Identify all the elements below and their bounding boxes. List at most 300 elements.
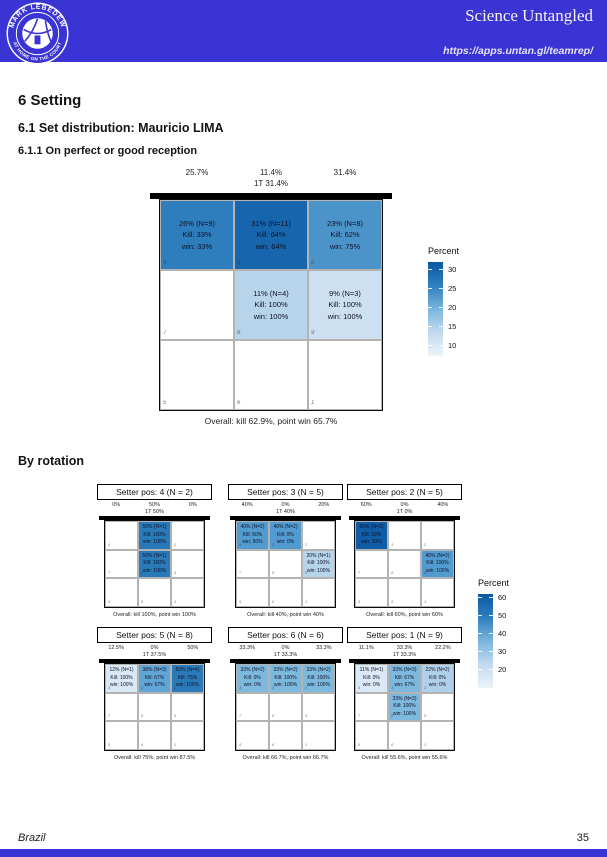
cell-stat-line: win: 0%	[362, 681, 381, 688]
zone-number: 9	[424, 570, 427, 576]
zone-number: 4	[163, 260, 167, 266]
legend-tick-mark	[478, 651, 482, 652]
court-cell-zone-9-empty	[421, 693, 454, 722]
rotation-panel-setter-pos-6	[228, 627, 343, 761]
court-cell-zone-4-empty	[105, 521, 138, 550]
court-cell-zone-6-empty	[234, 340, 308, 410]
footer-page-number: 35	[576, 832, 589, 844]
zone-number: 8	[391, 570, 394, 576]
rotation-panel-setter-pos-2	[347, 484, 462, 618]
court-cell-zone-3	[388, 664, 421, 693]
zone-number: 9	[311, 330, 315, 336]
court-cell-zone-3	[269, 521, 302, 550]
cell-stat-line: win: 100%	[175, 681, 200, 688]
court-cell-zone-8-empty	[269, 550, 302, 579]
court-grid	[354, 663, 455, 751]
zone-number: 8	[141, 713, 144, 719]
legend-tick-mark	[439, 345, 443, 346]
court-cell-zone-4	[236, 521, 269, 550]
legend-tick-mark	[489, 597, 493, 598]
court-cell-zone-9	[308, 270, 382, 340]
main-heatmap	[160, 168, 382, 426]
overall-caption: Overall: kill 55.6%, point win 55.6%	[361, 754, 448, 761]
cell-stat-line: win: 100%	[306, 567, 331, 574]
site-title: Science Untangled	[465, 6, 593, 25]
court-cell-zone-7-empty	[355, 693, 388, 722]
column-share-label: 50%	[187, 645, 199, 651]
legend-tick-mark	[478, 597, 482, 598]
zone-number: 7	[108, 713, 111, 719]
legend-tick-label: 50	[498, 611, 507, 620]
legend-tick-label: 20	[448, 303, 457, 312]
cell-stat-line: 31% (N=11)	[251, 219, 291, 229]
zone-number: 8	[272, 713, 275, 719]
zone-number: 9	[305, 570, 308, 576]
court-cell-zone-5-empty	[236, 721, 269, 750]
zone-number: 4	[358, 541, 361, 547]
legend-title: Percent	[478, 578, 510, 588]
overall-caption: Overall: kill 66.7%, point win 66.7%	[242, 754, 329, 761]
cell-stat-line: win: 67%	[394, 681, 415, 688]
court-cell-zone-4	[105, 664, 138, 693]
court-cell-zone-1-empty	[421, 721, 454, 750]
cell-stat-line: Kill: 0%	[277, 531, 294, 538]
court-cell-zone-6-empty	[138, 578, 171, 607]
zone-number: 5	[108, 741, 111, 747]
court-cell-zone-6-empty	[138, 721, 171, 750]
cell-stat-line: 22% (N=2)	[425, 667, 450, 674]
court-cell-zone-2	[308, 200, 382, 270]
zone-number: 1	[424, 741, 427, 747]
legend-tick-mark	[478, 633, 482, 634]
overall-caption: Overall: kill 75%, point win 87.5%	[113, 754, 196, 761]
column-share-label: 0% 1T 40%	[276, 502, 295, 516]
cell-stat-line: Kill: 100%	[307, 674, 330, 681]
zone-number: 5	[239, 598, 242, 604]
logo-bottom-text: AT HOME ON THE COURT	[12, 41, 63, 62]
court-cell-zone-6-empty	[269, 578, 302, 607]
cell-stat-line: Kill: 100%	[143, 531, 166, 538]
court-cell-zone-1-empty	[171, 721, 204, 750]
court-cell-zone-6-empty	[269, 721, 302, 750]
court-cell-zone-9	[421, 550, 454, 579]
zone-number: 8	[141, 570, 144, 576]
cell-stat-line: 11% (N=1)	[359, 667, 384, 674]
zone-number: 9	[174, 713, 177, 719]
cell-stat-line: 40% (N=2)	[425, 553, 450, 560]
court-cell-zone-1-empty	[421, 578, 454, 607]
legend-tick-mark	[428, 326, 432, 327]
legend-tick-mark	[428, 345, 432, 346]
court-grid	[235, 520, 336, 608]
court-cell-zone-9-empty	[171, 693, 204, 722]
zone-number: 6	[141, 741, 144, 747]
cell-stat-line: 33% (N=3)	[392, 667, 417, 674]
cell-stat-line: Kill: 64%	[256, 230, 286, 240]
zone-number: 1	[305, 741, 308, 747]
panel-title: Setter pos: 2 (N = 5)	[347, 484, 462, 500]
legend-tick-mark	[428, 307, 432, 308]
court-cell-zone-9-empty	[302, 693, 335, 722]
panel-title: Setter pos: 5 (N = 8)	[97, 627, 212, 643]
legend-tick-mark	[439, 326, 443, 327]
legend-tick-mark	[489, 615, 493, 616]
overall-caption: Overall: kill 100%, point win 100%	[113, 611, 196, 618]
court-cell-zone-5-empty	[355, 578, 388, 607]
panel-title: Setter pos: 6 (N = 6)	[228, 627, 343, 643]
cell-stat-line: win: 0%	[428, 681, 447, 688]
cell-stat-line: win: 100%	[273, 681, 298, 688]
court-cell-zone-6-empty	[388, 721, 421, 750]
legend-tick-label: 25	[448, 284, 457, 293]
zone-number: 3	[141, 541, 144, 547]
zone-number: 1	[305, 598, 308, 604]
rotation-panel-setter-pos-1	[347, 627, 462, 761]
panel-title: Setter pos: 4 (N = 2)	[97, 484, 212, 500]
column-share-label: 0%	[188, 502, 197, 508]
column-share-label: 40%	[437, 502, 449, 508]
court-grid	[104, 520, 205, 608]
zone-number: 3	[272, 684, 275, 690]
cell-stat-line: Kill: 0%	[429, 674, 446, 681]
cell-stat-line: win: 64%	[255, 241, 287, 251]
zone-number: 7	[358, 570, 361, 576]
zone-number: 2	[424, 541, 427, 547]
column-share-label: 50% 1T 50%	[145, 502, 164, 516]
court-cell-zone-4	[236, 664, 269, 693]
subsubsection-heading: 6.1.1 On perfect or good reception	[18, 145, 198, 157]
zone-number: 6	[237, 400, 241, 406]
page-header	[0, 0, 607, 62]
court-cell-zone-7-empty	[236, 693, 269, 722]
zone-number: 6	[391, 741, 394, 747]
legend-tick-mark	[489, 669, 493, 670]
zone-number: 2	[311, 260, 315, 266]
cell-stat-line: Kill: 0%	[363, 674, 380, 681]
cell-stat-line: win: 100%	[142, 538, 167, 545]
site-url-link[interactable]: https://apps.untan.gl/teamrep/	[443, 45, 593, 57]
cell-stat-line: Kill: 100%	[143, 560, 166, 567]
court-cell-zone-7-empty	[105, 693, 138, 722]
cell-stat-line: Kill: 100%	[254, 300, 288, 310]
court-cell-zone-1-empty	[308, 340, 382, 410]
zone-number: 6	[272, 598, 275, 604]
cell-stat-line: 23% (N=8)	[326, 219, 364, 229]
court-cell-zone-7-empty	[105, 550, 138, 579]
column-share-labels	[228, 502, 343, 516]
court-grid	[104, 663, 205, 751]
legend-color-bar	[478, 594, 493, 688]
overall-caption: Overall: kill 60%, point win 60%	[366, 611, 443, 618]
column-share-label: 40%	[241, 502, 253, 508]
zone-number: 2	[424, 684, 427, 690]
zone-number: 1	[174, 598, 177, 604]
column-share-label: 31.4%	[333, 168, 357, 177]
footer-bar	[0, 849, 607, 857]
zone-number: 7	[239, 570, 242, 576]
column-share-label: 33.3%	[316, 645, 332, 651]
cell-stat-line: win: 67%	[144, 681, 165, 688]
zone-number: 8	[391, 713, 394, 719]
column-share-labels	[347, 645, 462, 659]
brand-logo	[6, 2, 69, 65]
court-cell-zone-5-empty	[355, 721, 388, 750]
zone-number: 1	[174, 741, 177, 747]
cell-stat-line: 40% (N=2)	[240, 524, 265, 531]
cell-stat-line: 9% (N=3)	[329, 289, 361, 299]
zone-number: 5	[358, 741, 361, 747]
column-share-label: 33.3%	[239, 645, 255, 651]
cell-stat-line: Kill: 67%	[144, 674, 165, 681]
cell-stat-line: win: 100%	[392, 710, 417, 717]
court-cell-zone-2-empty	[302, 521, 335, 550]
rotation-panel-setter-pos-5	[97, 627, 212, 761]
legend-tick-mark	[428, 269, 432, 270]
court-grid	[235, 663, 336, 751]
legend-body	[428, 262, 464, 356]
zone-number: 7	[358, 713, 361, 719]
court-cell-zone-9	[302, 550, 335, 579]
legend-tick-mark	[489, 651, 493, 652]
cell-stat-line: win: 33%	[181, 241, 213, 251]
court-cell-zone-3	[138, 664, 171, 693]
cell-stat-line: 20% (N=1)	[306, 553, 331, 560]
cell-stat-line: win: 100%	[306, 681, 331, 688]
court-grid	[159, 199, 383, 411]
column-share-label: 22.2%	[435, 645, 451, 651]
column-share-labels	[97, 645, 212, 659]
cell-stat-line: Kill: 0%	[244, 674, 261, 681]
legend-tick-mark	[489, 633, 493, 634]
zone-number: 3	[272, 541, 275, 547]
court-cell-zone-4	[355, 664, 388, 693]
court-cell-zone-1-empty	[171, 578, 204, 607]
cell-stat-line: win: 0%	[243, 681, 262, 688]
zone-number: 3	[141, 684, 144, 690]
zone-number: 3	[391, 541, 394, 547]
legend-tick-mark	[439, 288, 443, 289]
court-cell-zone-8-empty	[388, 550, 421, 579]
court-cell-zone-1-empty	[302, 721, 335, 750]
legend-tick-mark	[439, 269, 443, 270]
cell-stat-line: Kill: 75%	[177, 674, 198, 681]
zone-number: 5	[358, 598, 361, 604]
zone-number: 2	[305, 541, 308, 547]
court-cell-zone-3	[269, 664, 302, 693]
cell-stat-line: win: 100%	[253, 311, 289, 321]
cell-stat-line: win: 50%	[242, 538, 263, 545]
section-heading: 6 Setting	[18, 92, 82, 109]
zone-number: 4	[239, 541, 242, 547]
zone-number: 9	[305, 713, 308, 719]
court-cell-zone-3	[234, 200, 308, 270]
legend-body	[478, 594, 514, 688]
legend-tick-labels	[448, 262, 464, 356]
legend-tick-label: 15	[448, 322, 457, 331]
legend-tick-mark	[478, 615, 482, 616]
legend-title: Percent	[428, 246, 460, 256]
column-share-label: 12.5%	[108, 645, 124, 651]
zone-number: 3	[391, 684, 394, 690]
cell-stat-line: win: 100%	[327, 311, 363, 321]
legend-tick-label: 30	[448, 265, 457, 274]
cell-stat-line: 50% (N=1)	[142, 553, 167, 560]
court-grid	[354, 520, 455, 608]
cell-stat-line: Kill: 100%	[274, 674, 297, 681]
legend-tick-mark	[428, 288, 432, 289]
cell-stat-line: 12% (N=1)	[109, 667, 134, 674]
zone-number: 5	[108, 598, 111, 604]
court-cell-zone-5-empty	[105, 578, 138, 607]
cell-stat-line: 40% (N=2)	[273, 524, 298, 531]
court-cell-zone-3-empty	[388, 521, 421, 550]
legend-tick-label: 40	[498, 629, 507, 638]
column-share-labels	[160, 168, 382, 192]
column-share-label: 20%	[318, 502, 330, 508]
cell-stat-line: win: 100%	[142, 567, 167, 574]
court-cell-zone-2-empty	[171, 521, 204, 550]
zone-number: 7	[163, 330, 167, 336]
court-cell-zone-2	[302, 664, 335, 693]
court-cell-zone-7-empty	[355, 550, 388, 579]
column-share-label: 60%	[360, 502, 372, 508]
by-rotation-heading: By rotation	[18, 454, 84, 468]
cell-stat-line: 11% (N=4)	[253, 289, 289, 299]
percent-legend-rotation	[478, 578, 514, 688]
cell-stat-line: 26% (N=9)	[178, 219, 216, 229]
logo-top-text: MARK LEBEDEW	[8, 3, 67, 29]
volleyball-logo-icon	[6, 2, 69, 65]
zone-number: 7	[108, 570, 111, 576]
court-cell-zone-7-empty	[160, 270, 234, 340]
court-cell-zone-6-empty	[388, 578, 421, 607]
cell-stat-line: win: 75%	[329, 241, 361, 251]
cell-stat-line: win: 33%	[361, 538, 382, 545]
cell-stat-line: 38% (N=3)	[142, 667, 167, 674]
cell-stat-line: Kill: 100%	[307, 560, 330, 567]
court-cell-zone-7-empty	[236, 550, 269, 579]
zone-number: 8	[272, 570, 275, 576]
overall-caption: Overall: kill 40%, point win 40%	[247, 611, 324, 618]
cell-stat-line: 33% (N=2)	[273, 667, 298, 674]
legend-tick-label: 30	[498, 647, 507, 656]
zone-number: 4	[108, 541, 111, 547]
zone-number: 5	[163, 400, 167, 406]
zone-number: 3	[237, 260, 241, 266]
cell-stat-line: Kill: 50%	[242, 531, 263, 538]
column-share-label: 0% 1T 0%	[396, 502, 413, 516]
legend-tick-label: 10	[448, 341, 457, 350]
legend-tick-mark	[478, 669, 482, 670]
zone-number: 2	[174, 684, 177, 690]
zone-number: 9	[174, 570, 177, 576]
overall-caption: Overall: kill 62.9%, point win 65.7%	[204, 416, 338, 426]
court-cell-zone-5-empty	[236, 578, 269, 607]
court-cell-zone-2	[171, 664, 204, 693]
footer-team-name: Brazil	[18, 832, 46, 844]
zone-number: 1	[311, 400, 315, 406]
column-share-label: 0%	[112, 502, 121, 508]
cell-stat-line: Kill: 100%	[426, 560, 449, 567]
rotation-panel-setter-pos-4	[97, 484, 212, 618]
cell-stat-line: 33% (N=3)	[392, 696, 417, 703]
cell-stat-line: win: 100%	[425, 567, 450, 574]
zone-number: 6	[141, 598, 144, 604]
column-share-labels	[97, 502, 212, 516]
column-share-label: 11.4% 1T 31.4%	[253, 168, 289, 188]
cell-stat-line: win: 0%	[276, 538, 295, 545]
cell-stat-line: Kill: 62%	[330, 230, 360, 240]
court-cell-zone-5-empty	[160, 340, 234, 410]
zone-number: 8	[237, 330, 241, 336]
column-share-label: 11.1%	[358, 645, 374, 651]
cell-stat-line: Kill: 33%	[361, 531, 382, 538]
cell-stat-line: 33% (N=2)	[240, 667, 265, 674]
zone-number: 7	[239, 713, 242, 719]
court-cell-zone-5-empty	[105, 721, 138, 750]
zone-number: 5	[239, 741, 242, 747]
column-share-labels	[228, 645, 343, 659]
zone-number: 4	[358, 684, 361, 690]
cell-stat-line: Kill: 100%	[110, 674, 133, 681]
zone-number: 9	[424, 713, 427, 719]
legend-tick-labels	[498, 594, 514, 688]
court-cell-zone-4	[355, 521, 388, 550]
column-share-label: 0% 1T 37.5%	[142, 645, 167, 659]
panel-title: Setter pos: 1 (N = 9)	[347, 627, 462, 643]
court-cell-zone-8-empty	[269, 693, 302, 722]
subsection-heading: 6.1 Set distribution: Mauricio LIMA	[18, 121, 224, 135]
court-cell-zone-8	[388, 693, 421, 722]
percent-legend-main	[428, 246, 464, 356]
cell-stat-line: Kill: 100%	[393, 703, 416, 710]
cell-stat-line: win: 100%	[109, 681, 134, 688]
zone-number: 2	[174, 541, 177, 547]
court-cell-zone-8	[234, 270, 308, 340]
rotation-panel-setter-pos-3	[228, 484, 343, 618]
legend-color-bar	[428, 262, 443, 356]
court-cell-zone-3	[138, 521, 171, 550]
zone-number: 6	[391, 598, 394, 604]
cell-stat-line: Kill: 67%	[394, 674, 415, 681]
legend-tick-label: 60	[498, 593, 507, 602]
panel-title: Setter pos: 3 (N = 5)	[228, 484, 343, 500]
zone-number: 4	[239, 684, 242, 690]
court-cell-zone-8	[138, 550, 171, 579]
zone-number: 4	[108, 684, 111, 690]
cell-stat-line: 33% (N=2)	[306, 667, 331, 674]
zone-number: 1	[424, 598, 427, 604]
column-share-label: 25.7%	[185, 168, 209, 177]
zone-number: 2	[305, 684, 308, 690]
cell-stat-line: 50% (N=4)	[175, 667, 200, 674]
column-share-label: 0% 1T 33.3%	[273, 645, 298, 659]
zone-number: 6	[272, 741, 275, 747]
cell-stat-line: Kill: 100%	[328, 300, 362, 310]
court-cell-zone-2-empty	[421, 521, 454, 550]
court-cell-zone-2	[421, 664, 454, 693]
court-cell-zone-1-empty	[302, 578, 335, 607]
court-cell-zone-8-empty	[138, 693, 171, 722]
court-cell-zone-4	[160, 200, 234, 270]
legend-tick-mark	[439, 307, 443, 308]
legend-tick-label: 20	[498, 665, 507, 674]
cell-stat-line: 60% (N=3)	[359, 524, 384, 531]
column-share-labels	[347, 502, 462, 516]
cell-stat-line: 50% (N=1)	[142, 524, 167, 531]
column-share-label: 33.3% 1T 33.3%	[392, 645, 417, 659]
cell-stat-line: Kill: 33%	[182, 230, 212, 240]
